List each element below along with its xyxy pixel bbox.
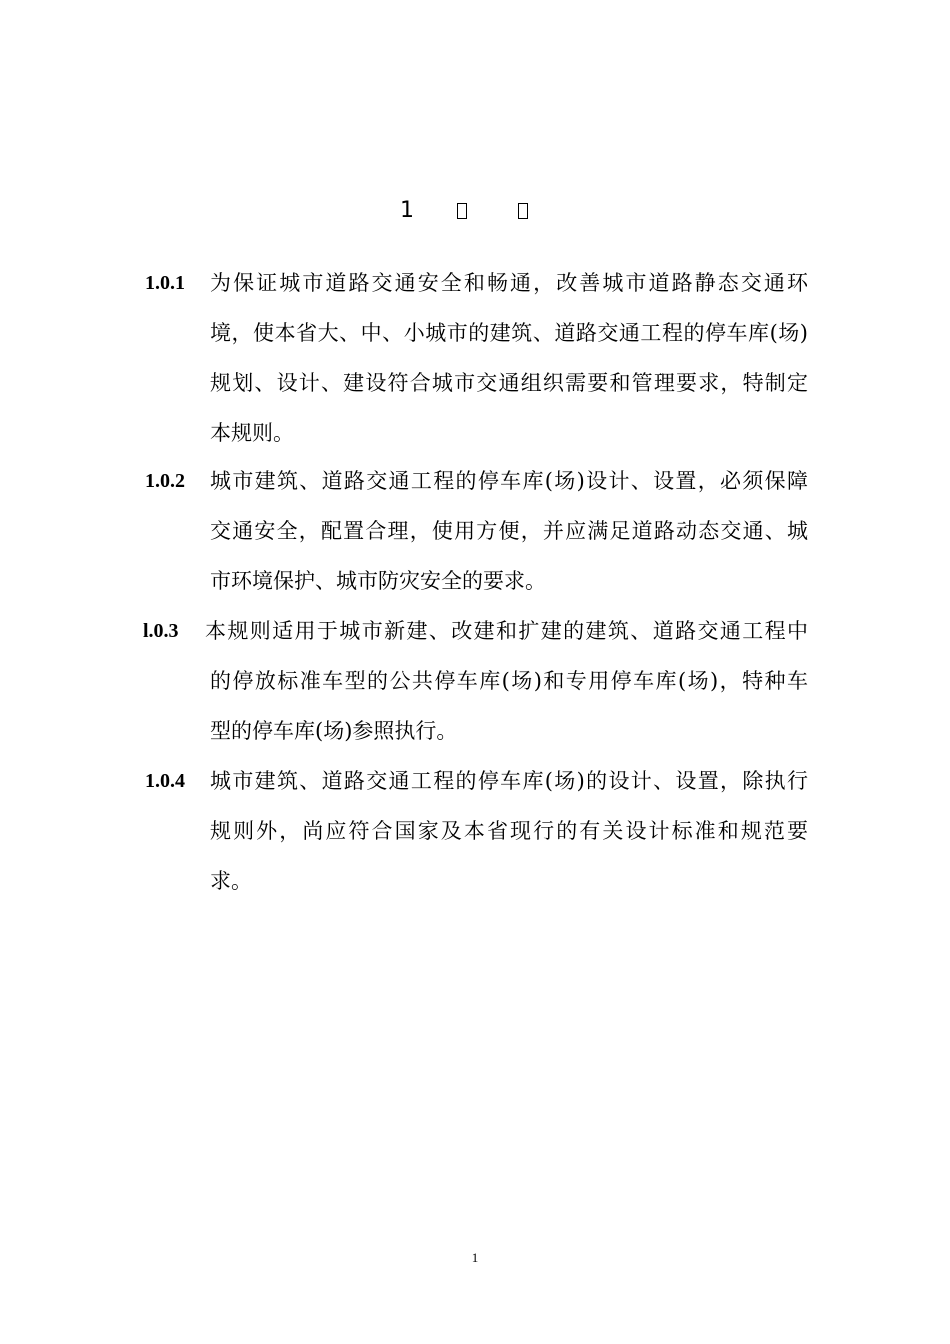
clause-text [210,456,808,606]
clause-text [205,606,808,756]
clause-line: 为保证城市道路交通安全和畅通，改善城市道路静态交通环 [210,271,808,295]
clause-line: 本规则适用于城市新建、改建和扩建的建筑、道路交通工程中 [205,619,808,643]
clause-line: 规划、设计、建设符合城市交通组织需要和管理要求，特制定 [210,371,808,395]
clause-text [210,258,808,458]
clause-text [210,756,808,906]
clause-line: 城市建筑、道路交通工程的停车库(场)设计、设置，必须保障 [210,469,808,493]
clause-line: 规则外，尚应符合国家及本省现行的有关设计标准和规范要 [210,819,808,843]
missing-glyph-icon [457,203,467,219]
chapter-number: 1 [400,198,414,223]
clause-line: 型的停车库(场)参照执行。 [210,719,458,743]
clause-number: 1.0.4 [145,770,185,792]
clause-number: 1.0.2 [145,470,185,492]
clause-number: l.0.3 [143,620,179,642]
clause-line: 市环境保护、城市防灾安全的要求。 [210,569,546,593]
clause-line: 本规则。 [210,421,294,445]
clause-line: 求。 [210,869,252,893]
clause-line: 城市建筑、道路交通工程的停车库(场)的设计、设置，除执行 [210,769,808,793]
page-number: 1 [471,1250,479,1265]
chapter-title [0,196,950,226]
clause-line: 的停放标准车型的公共停车库(场)和专用停车库(场)，特种车 [210,669,808,693]
missing-glyph-icon [518,203,528,219]
clause-number: 1.0.1 [145,272,185,294]
clause-line: 交通安全，配置合理，使用方便，并应满足道路动态交通、城 [210,519,808,543]
clause-line: 境，使本省大、中、小城市的建筑、道路交通工程的停车库(场) [210,321,808,345]
